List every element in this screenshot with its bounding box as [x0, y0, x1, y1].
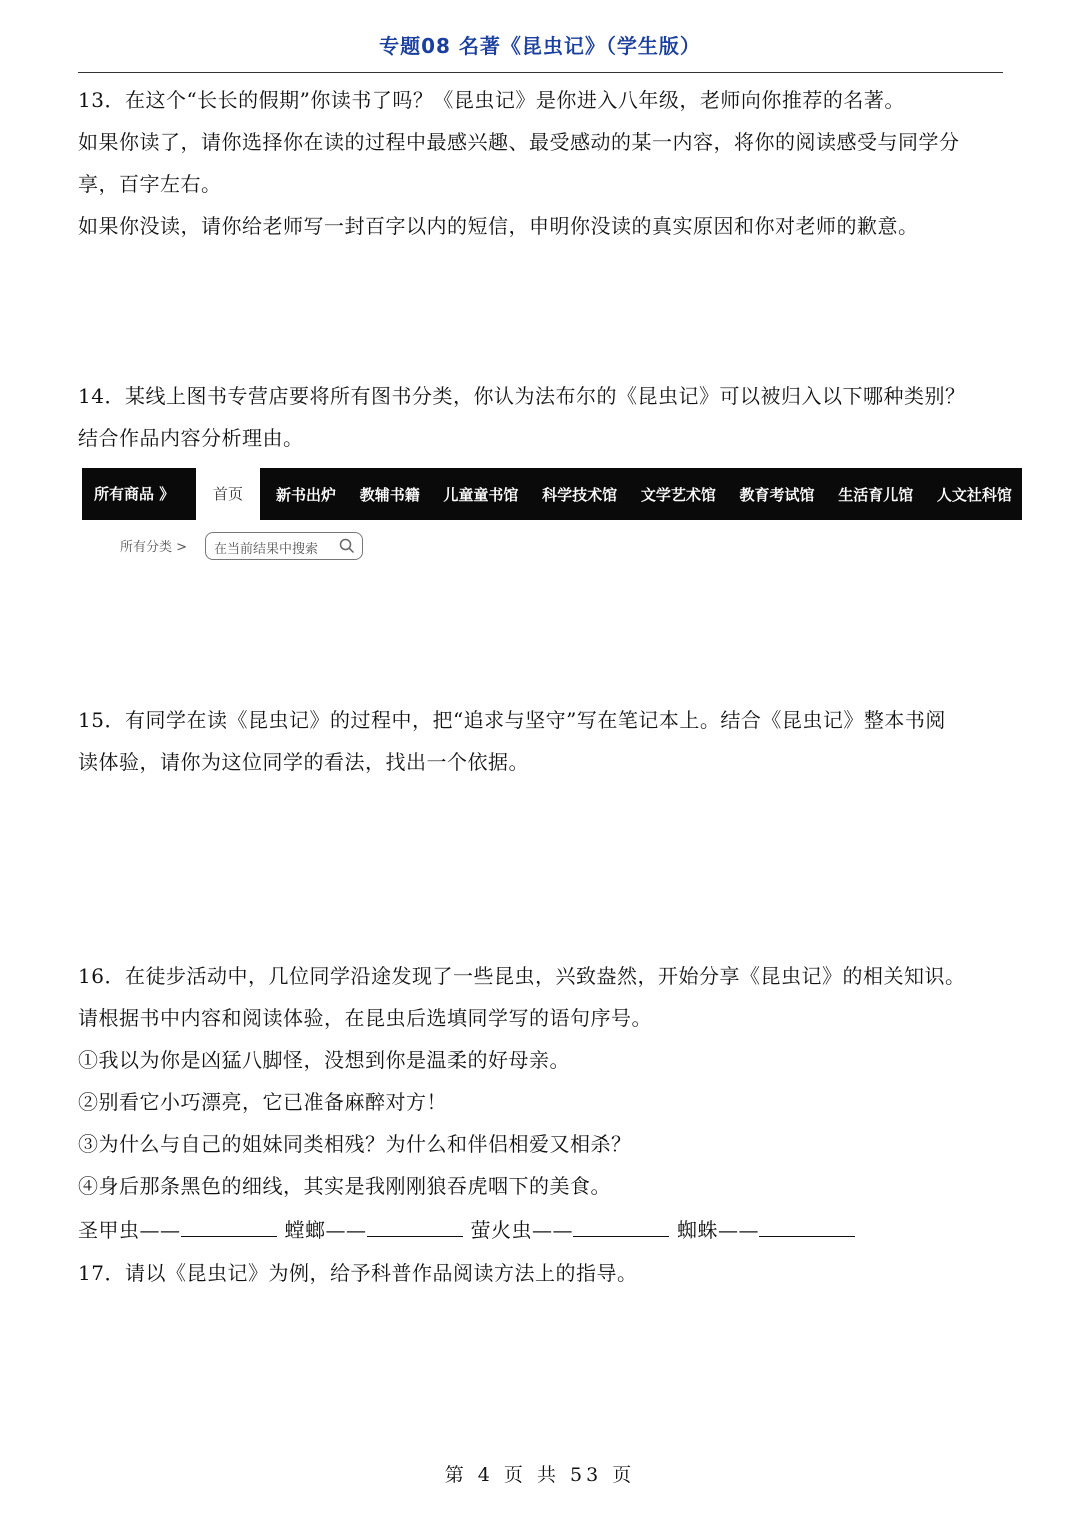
q16-line-1: 16．在徒步活动中，几位同学沿途发现了一些昆虫，兴致盎然，开始分享《昆虫记》的相关知识。 — [78, 964, 966, 988]
nav-category-science-tech[interactable]: 科学技术馆 — [542, 485, 618, 504]
q13-line-3: 享，百字左右。 — [78, 172, 222, 196]
q15-line-1: 15．有同学在读《昆虫记》的过程中，把“追求与坚守”写在笔记本上。结合《昆虫记》整本书阅 — [78, 708, 946, 732]
q14-line-2: 结合作品内容分析理由。 — [78, 426, 304, 450]
nav-category-parenting[interactable]: 生活育儿馆 — [838, 485, 914, 504]
q16-option-4: ④身后那条黑色的细线，其实是我刚刚狼吞虎咽下的美食。 — [78, 1174, 611, 1198]
page-number: 第 4 页 共 53 页 — [444, 1464, 636, 1486]
q16-option-3: ③为什么与自己的姐妹同类相残？为什么和伴侣相爱又相杀？ — [78, 1132, 632, 1156]
fill-label-mantis: 螳螂—— — [284, 1218, 367, 1242]
nav-category-new-books[interactable]: 新书出炉 — [276, 485, 337, 504]
q17-line-1: 17．请以《昆虫记》为例，给予科普作品阅读方法上的指导。 — [78, 1261, 638, 1285]
q13-line-2: 如果你读了，请你选择你在读的过程中最感兴趣、最受感动的某一内容，将你的阅读感受与同学分 — [78, 130, 960, 154]
q16-line-2: 请根据书中内容和阅读体验，在昆虫后选填同学写的语句序号。 — [78, 1006, 652, 1030]
nav-home-tab[interactable]: 首页 — [196, 468, 260, 520]
q16-option-2: ②别看它小巧漂亮，它已准备麻醉对方！ — [78, 1090, 447, 1114]
fill-label-spider: 蜘蛛—— — [677, 1218, 759, 1242]
q16-fill-row — [78, 1216, 863, 1244]
fill-blank-scarab[interactable] — [181, 1216, 277, 1237]
nav-category-education-exam[interactable]: 教育考试馆 — [739, 485, 815, 504]
nav-category-literature-art[interactable]: 文学艺术馆 — [640, 485, 716, 504]
fill-label-scarab: 圣甲虫—— — [78, 1218, 181, 1242]
q14-line-1: 14．某线上图书专营店要将所有图书分类，你认为法布尔的《昆虫记》可以被归入以下哪种类别？ — [78, 384, 966, 408]
nav-category-list — [260, 468, 1022, 520]
fill-blank-firefly[interactable] — [573, 1216, 669, 1237]
all-products-menu[interactable]: 所有商品 》 — [94, 485, 175, 503]
q16-option-1: ①我以为你是凶猛八脚怪，没想到你是温柔的好母亲。 — [78, 1048, 570, 1072]
page-header-title: 专题08 名著《昆虫记》（学生版） — [379, 34, 701, 58]
fill-blank-mantis[interactable] — [367, 1216, 463, 1237]
search-placeholder: 在当前结果中搜索 — [214, 542, 319, 557]
header-rule — [78, 72, 1003, 73]
q13-line-4: 如果你没读，请你给老师写一封百字以内的短信，申明你没读的真实原因和你对老师的歉意。 — [78, 214, 919, 238]
breadcrumb[interactable]: 所有分类 > — [120, 540, 188, 555]
fill-label-firefly: 萤火虫—— — [470, 1218, 573, 1242]
q15-line-2: 读体验，请你为这位同学的看法，找出一个依据。 — [78, 750, 529, 774]
search-icon[interactable] — [338, 537, 356, 555]
search-input[interactable] — [205, 532, 363, 560]
nav-category-humanities[interactable]: 人文社科馆 — [936, 485, 1012, 504]
fill-blank-spider[interactable] — [759, 1216, 855, 1237]
q13-line-1: 13．在这个“长长的假期”你读书了吗？《昆虫记》是你进入八年级，老师向你推荐的名著。 — [78, 88, 905, 112]
store-nav-bar — [82, 468, 1022, 520]
nav-category-children[interactable]: 儿童童书馆 — [443, 485, 519, 504]
nav-category-textbooks[interactable]: 教辅书籍 — [359, 485, 420, 504]
